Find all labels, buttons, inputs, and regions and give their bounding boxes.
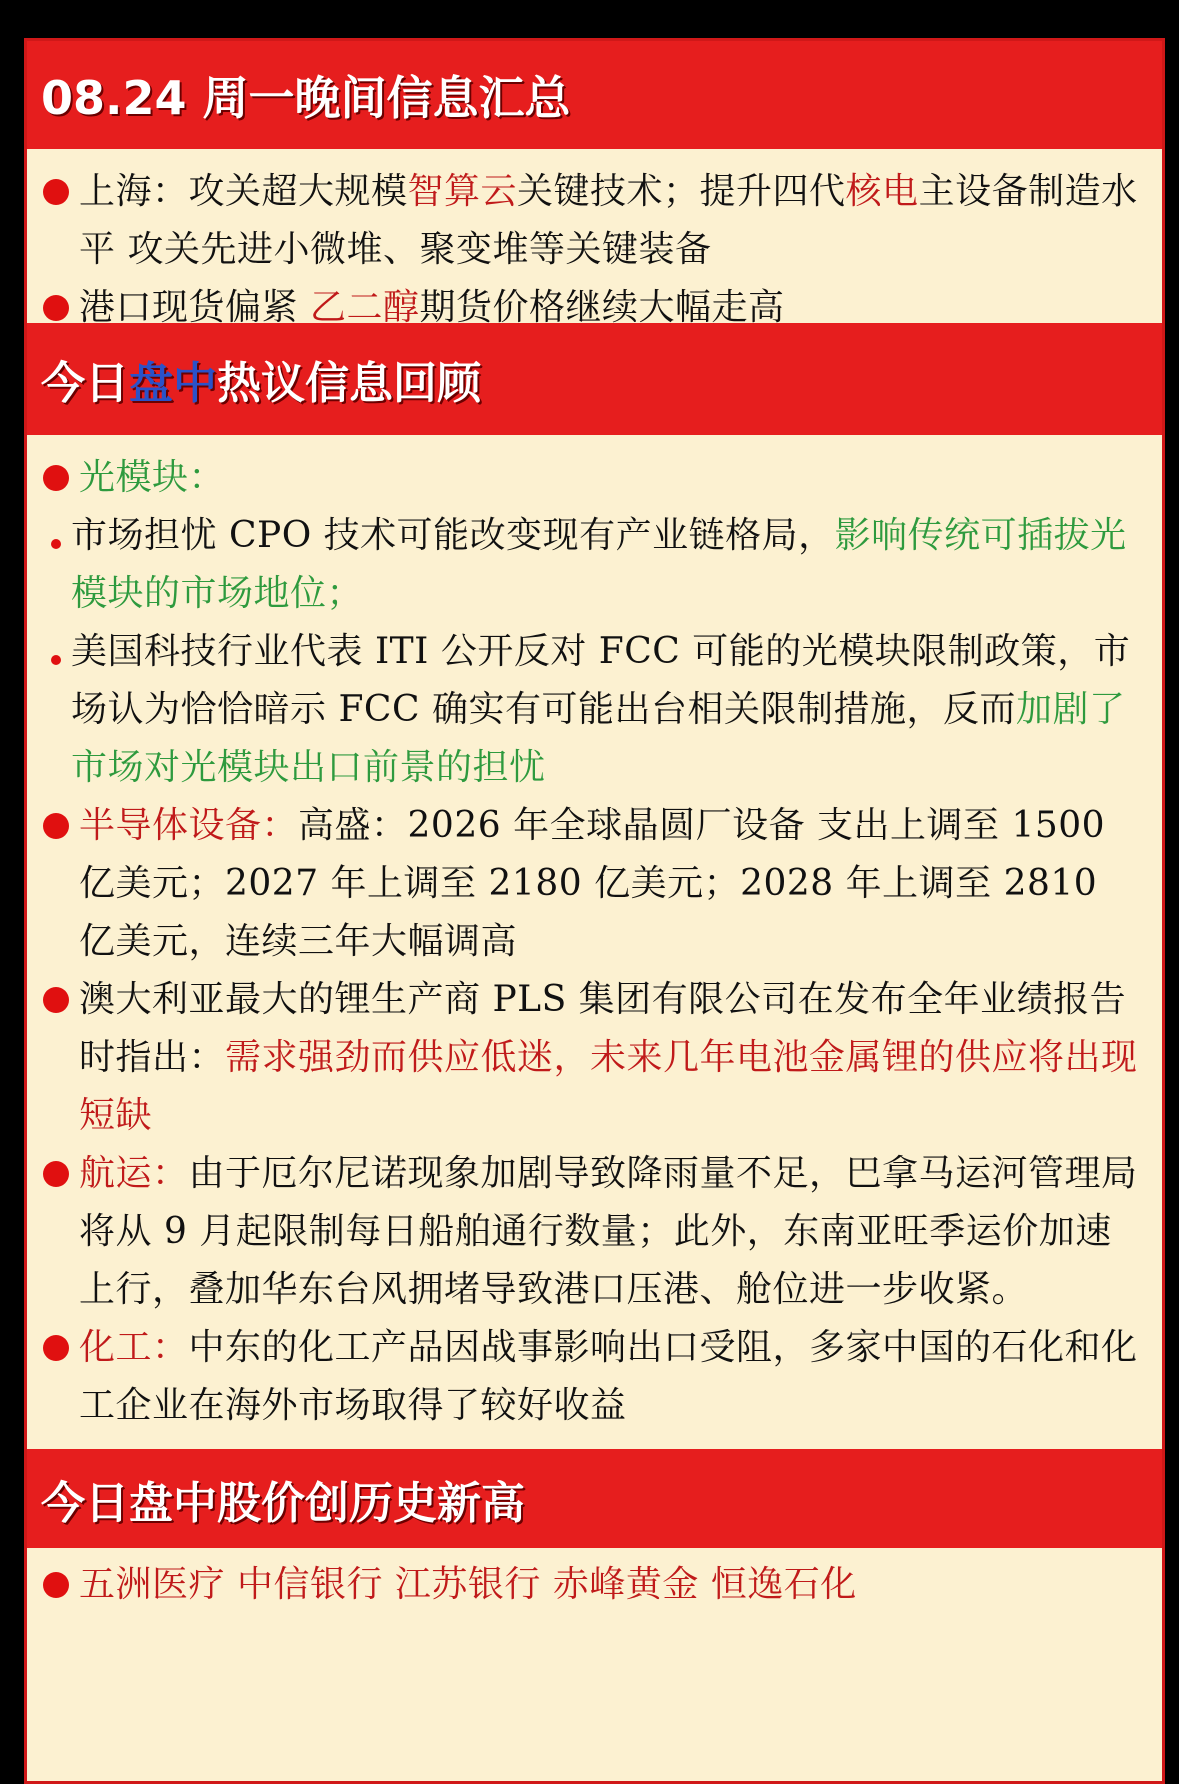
list-item-lithium: 澳大利亚最大的锂生产商 PLS 集团有限公司在发布全年业绩报告时指出：需求强劲而供应低迷，未来几年电池金属锂的供应将出现短缺 [43, 971, 1144, 1145]
hot-topics-title-part1: 今日 [41, 358, 129, 409]
record-high-header [27, 1449, 1162, 1548]
hot-topics-title-part3: 热议信息回顾 [217, 358, 481, 409]
bullet-icon [43, 179, 69, 205]
hot-topics-section [27, 435, 1162, 1449]
bullet-icon [43, 1161, 69, 1187]
list-item-optical-sub2: 美国科技行业代表 ITI 公开反对 FCC 可能的光模块限制政策，市场认为恰恰暗示 FCC 确实有可能出台相关限制措施，反而加剧了市场对光模块出口前景的担忧 [43, 623, 1144, 797]
list-item-chemical: 化工：中东的化工产品因战事影响出口受阻，多家中国的石化和化工企业在海外市场取得了较好收益 [43, 1319, 1144, 1435]
news-card [24, 38, 1165, 1784]
hot-topics-title-part2: 盘中 [129, 358, 217, 409]
bullet-icon [43, 813, 69, 839]
list-item-stocks: 五洲医疗 中信银行 江苏银行 赤峰黄金 恒逸石化 [43, 1556, 1144, 1614]
list-item-shanghai: 上海：攻关超大规模智算云关键技术；提升四代核电主设备制造水平 攻关先进小微堆、聚变堆等关键装备 [43, 163, 1144, 279]
record-high-section [27, 1548, 1162, 1624]
list-item-semiconductor: 半导体设备：高盛：2026 年全球晶圆厂设备 支出上调至 1500 亿美元；2027 年上调至 2180 亿美元；2028 年上调至 2810 亿美元，连续三年大幅调高 [43, 797, 1144, 971]
evening-summary-title: 08.24 周一晚间信息汇总 [41, 71, 571, 125]
evening-summary-section [27, 149, 1162, 328]
record-high-title: 今日盘中股价创历史新高 [41, 1477, 525, 1529]
list-item-shipping: 航运：由于厄尔尼诺现象加剧导致降雨量不足，巴拿马运河管理局将从 9 月起限制每日船舶通行数量；此外，东南亚旺季运价加速上行，叠加华东台风拥堵导致港口压港、舱位进一步收紧。 [43, 1145, 1144, 1319]
top-status-bar [0, 0, 1179, 38]
bullet-icon [43, 1572, 69, 1598]
bullet-icon [43, 295, 69, 321]
bullet-icon [51, 539, 61, 549]
list-item-port: 港口现货偏紧 乙二醇期货价格继续大幅走高 [43, 279, 1144, 337]
list-item-optical-sub1: 市场担忧 CPO 技术可能改变现有产业链格局，影响传统可插拔光模块的市场地位； [43, 507, 1144, 623]
bullet-icon [51, 655, 61, 665]
bullet-icon [43, 987, 69, 1013]
hot-topics-header [27, 323, 1162, 435]
list-item-optical: 光模块： [43, 449, 1144, 507]
bullet-icon [43, 1335, 69, 1361]
bullet-icon [43, 465, 69, 491]
evening-summary-header [27, 41, 1162, 149]
